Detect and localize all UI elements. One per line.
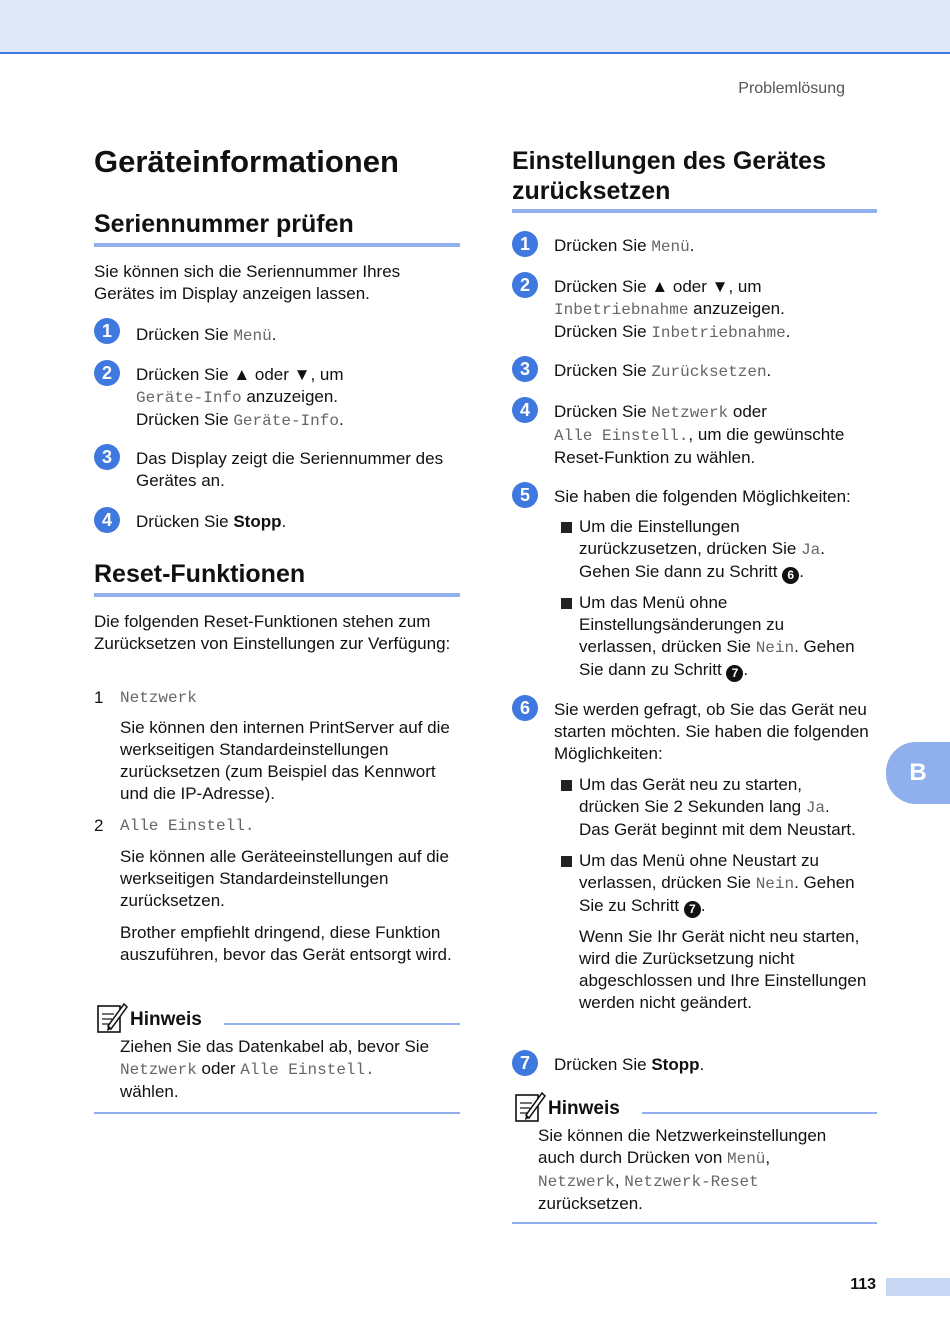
- note-label: Hinweis: [130, 1009, 202, 1030]
- note-label: Hinweis: [548, 1098, 620, 1119]
- note-pencil-icon: [96, 1000, 128, 1039]
- step-text: Drücken Sie ▲ oder ▼, um Inbetriebnahme anzuzeigen. Drücken Sie Inbetriebnahme.: [554, 277, 791, 342]
- option-extra-text: Wenn Sie Ihr Gerät nicht neu starten, wird die Zurücksetzung nicht abgeschlossen und Ihre Einstellungen werden nicht geändert.: [579, 927, 867, 1012]
- option-text: Um das Gerät neu zu starten, drücken Sie 2 Sekunden lang Ja. Das Gerät beginnt mit dem Neustart.: [579, 775, 856, 839]
- item-name: Netzwerk: [120, 689, 197, 707]
- option-text: Um das Menü ohne Einstellungsänderungen zu verlassen, drücken Sie Nein. Gehen Sie dann zu Schritt 7 .: [579, 593, 855, 680]
- note-divider: [224, 1023, 460, 1025]
- note-pencil-icon: [514, 1089, 546, 1128]
- step-badge: 2: [512, 272, 538, 298]
- step-text: Das Display zeigt die Seriennummer des Gerätes an.: [136, 449, 444, 490]
- step-text: Drücken Sie Stopp.: [554, 1055, 705, 1074]
- note-text: Ziehen Sie das Datenkabel ab, bevor Sie Netzwerk oder Alle Einstell. wählen.: [120, 1037, 430, 1101]
- item-name: Alle Einstell.: [120, 817, 255, 835]
- bullet-square: [561, 598, 572, 609]
- step-badge: 1: [512, 231, 538, 257]
- page-number: 113: [850, 1276, 876, 1293]
- step-text: Sie werden gefragt, ob Sie das Gerät neu starten möchten. Sie haben die folgenden Möglichkeiten:: [554, 700, 869, 763]
- reset-intro: Die folgenden Reset-Funktionen stehen zum Zurücksetzen von Einstellungen zur Verfügung:: [94, 612, 451, 653]
- item-description: Sie können den internen PrintServer auf die werkseitigen Standardeinstellungen zurücksetzen (zum Beispiel das Kennwort und die IP-Adresse).: [120, 718, 450, 803]
- note-end-divider: [94, 1112, 460, 1114]
- step-badge: 4: [512, 397, 538, 423]
- option-text: Um das Menü ohne Neustart zu verlassen, drücken Sie Nein. Gehen Sie zu Schritt 7 .: [579, 851, 855, 916]
- heading-serial: Seriennummer prüfen: [94, 210, 354, 238]
- step-text: Sie haben die folgenden Möglichkeiten:: [554, 487, 851, 506]
- note-divider: [642, 1112, 877, 1114]
- item-recommendation: Brother empfiehlt dringend, diese Funktion auszuführen, bevor das Gerät entsorgt wird.: [120, 923, 452, 964]
- section-label: Problemlösung: [738, 80, 845, 97]
- step-badge: 2: [94, 360, 120, 386]
- step-text: Drücken Sie Netzwerk oder Alle Einstell., um die gewünschte Reset-Funktion zu wählen.: [554, 402, 845, 467]
- heading-rule: [94, 243, 460, 247]
- step-badge: 3: [512, 356, 538, 382]
- page-title: Geräteinformationen: [94, 144, 399, 179]
- step-text: Drücken Sie Stopp.: [136, 512, 287, 531]
- step-badge: 3: [94, 444, 120, 470]
- item-number: 2: [94, 816, 104, 835]
- step-badge: 5: [512, 482, 538, 508]
- step-badge: 1: [94, 318, 120, 344]
- step-text: Drücken Sie Menü.: [136, 325, 277, 345]
- heading-reset: Reset-Funktionen: [94, 560, 306, 588]
- heading-rule: [94, 593, 460, 597]
- step-badge: 6: [512, 695, 538, 721]
- note-text: Sie können die Netzwerkeinstellungen auch durch Drücken von Menü, Netzwerk, Netzwerk-Reset zurücksetzen.: [538, 1126, 827, 1213]
- item-number: 1: [94, 688, 104, 707]
- bullet-square: [561, 856, 572, 867]
- footer-bar: [886, 1278, 950, 1296]
- step-badge: 7: [512, 1050, 538, 1076]
- step-badge: 4: [94, 507, 120, 533]
- step-text: Drücken Sie ▲ oder ▼, um Geräte-Info anzuzeigen. Drücken Sie Geräte-Info.: [136, 365, 344, 430]
- bullet-square: [561, 780, 572, 791]
- chapter-tab: B: [886, 742, 950, 804]
- step-text: Drücken Sie Zurücksetzen.: [554, 361, 772, 381]
- heading-rule: [512, 209, 877, 213]
- item-description: Sie können alle Geräteeinstellungen auf die werkseitigen Standardeinstellungen zurücksetzen.: [120, 847, 449, 910]
- heading-reset-device: Einstellungen des Gerätes zurücksetzen: [512, 147, 826, 205]
- step-text: Drücken Sie Menü.: [554, 236, 695, 256]
- option-text: Um die Einstellungen zurückzusetzen, drücken Sie Ja. Gehen Sie dann zu Schritt 6 .: [579, 517, 825, 582]
- note-end-divider: [512, 1222, 877, 1224]
- step-ref-badge: 7: [726, 665, 743, 682]
- bullet-square: [561, 522, 572, 533]
- step-ref-badge: 6: [782, 567, 799, 584]
- serial-intro: Sie können sich die Seriennummer Ihres Gerätes im Display anzeigen lassen.: [94, 262, 401, 303]
- step-ref-badge: 7: [684, 901, 701, 918]
- header-bar: [0, 0, 950, 54]
